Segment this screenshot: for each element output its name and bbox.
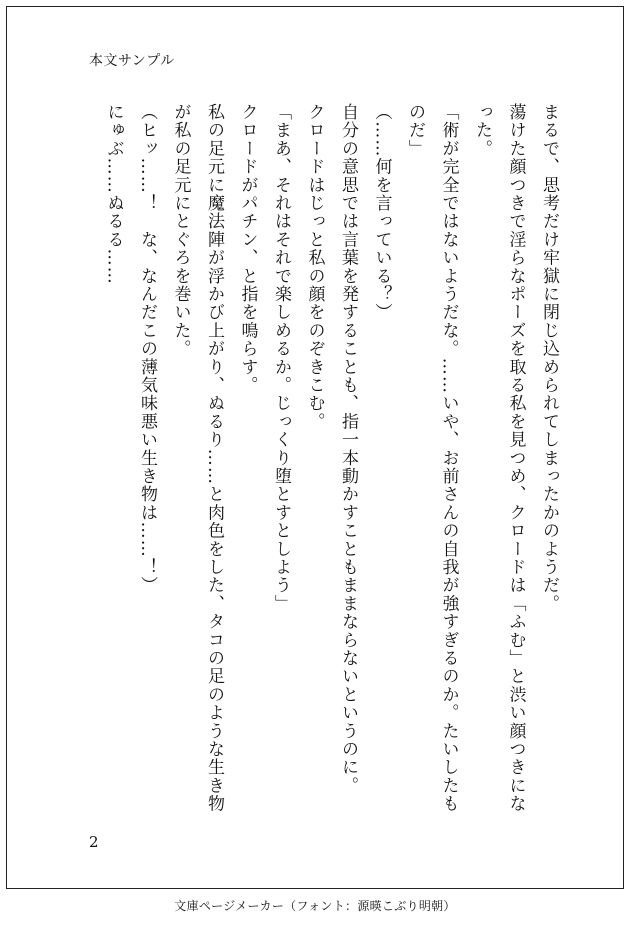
paragraph-6: クロードはじっと私の顔をのぞきこむ。 (304, 103, 325, 431)
paragraph-4: （……何を言っている？） (371, 103, 392, 322)
paragraph-7: 「まあ、それはそれで楽しめるか。じっくり堕とすとしよう」 (271, 103, 291, 613)
paragraph-10: （ヒッ……！ な、なんだこの薄気味悪い生き物は……！） (137, 103, 157, 595)
paragraph-9: 私の足元に魔法陣が浮かび上がり、ぬるり……と肉色をした、タコの足のような生き物が私の足元にとぐろを巻いた。 (170, 103, 224, 813)
paragraph-2: 蕩けた顔つきで淫らなポーズを取る私を見つめ、クロードは「ふむ」と渋い顔つきになった。 (472, 103, 526, 813)
paragraph-11: にゅぶ……ぬるる…… (103, 103, 124, 285)
page-number: 2 (89, 833, 99, 851)
paragraph-1: まるで、思考だけ牢獄に閉じ込められてしまったかのようだ。 (539, 103, 559, 613)
paragraph-5: 自分の意思では言葉を発することも、指一本動かすこともままならないというのに。 (338, 103, 358, 795)
vertical-body-text (85, 103, 565, 823)
page-frame (6, 6, 624, 889)
paragraph-3: 「術が完全ではないようだな。……いや、お前さんの自我が強すぎるのか。たいしたものだ」 (405, 103, 459, 813)
paragraph-8: クロードがパチン、と指を鳴らす。 (237, 103, 258, 395)
footer-caption: 文庫ページメーカー（フォント：源暎こぶり明朝） (174, 899, 456, 913)
page-header-title: 本文サンプル (89, 53, 175, 69)
